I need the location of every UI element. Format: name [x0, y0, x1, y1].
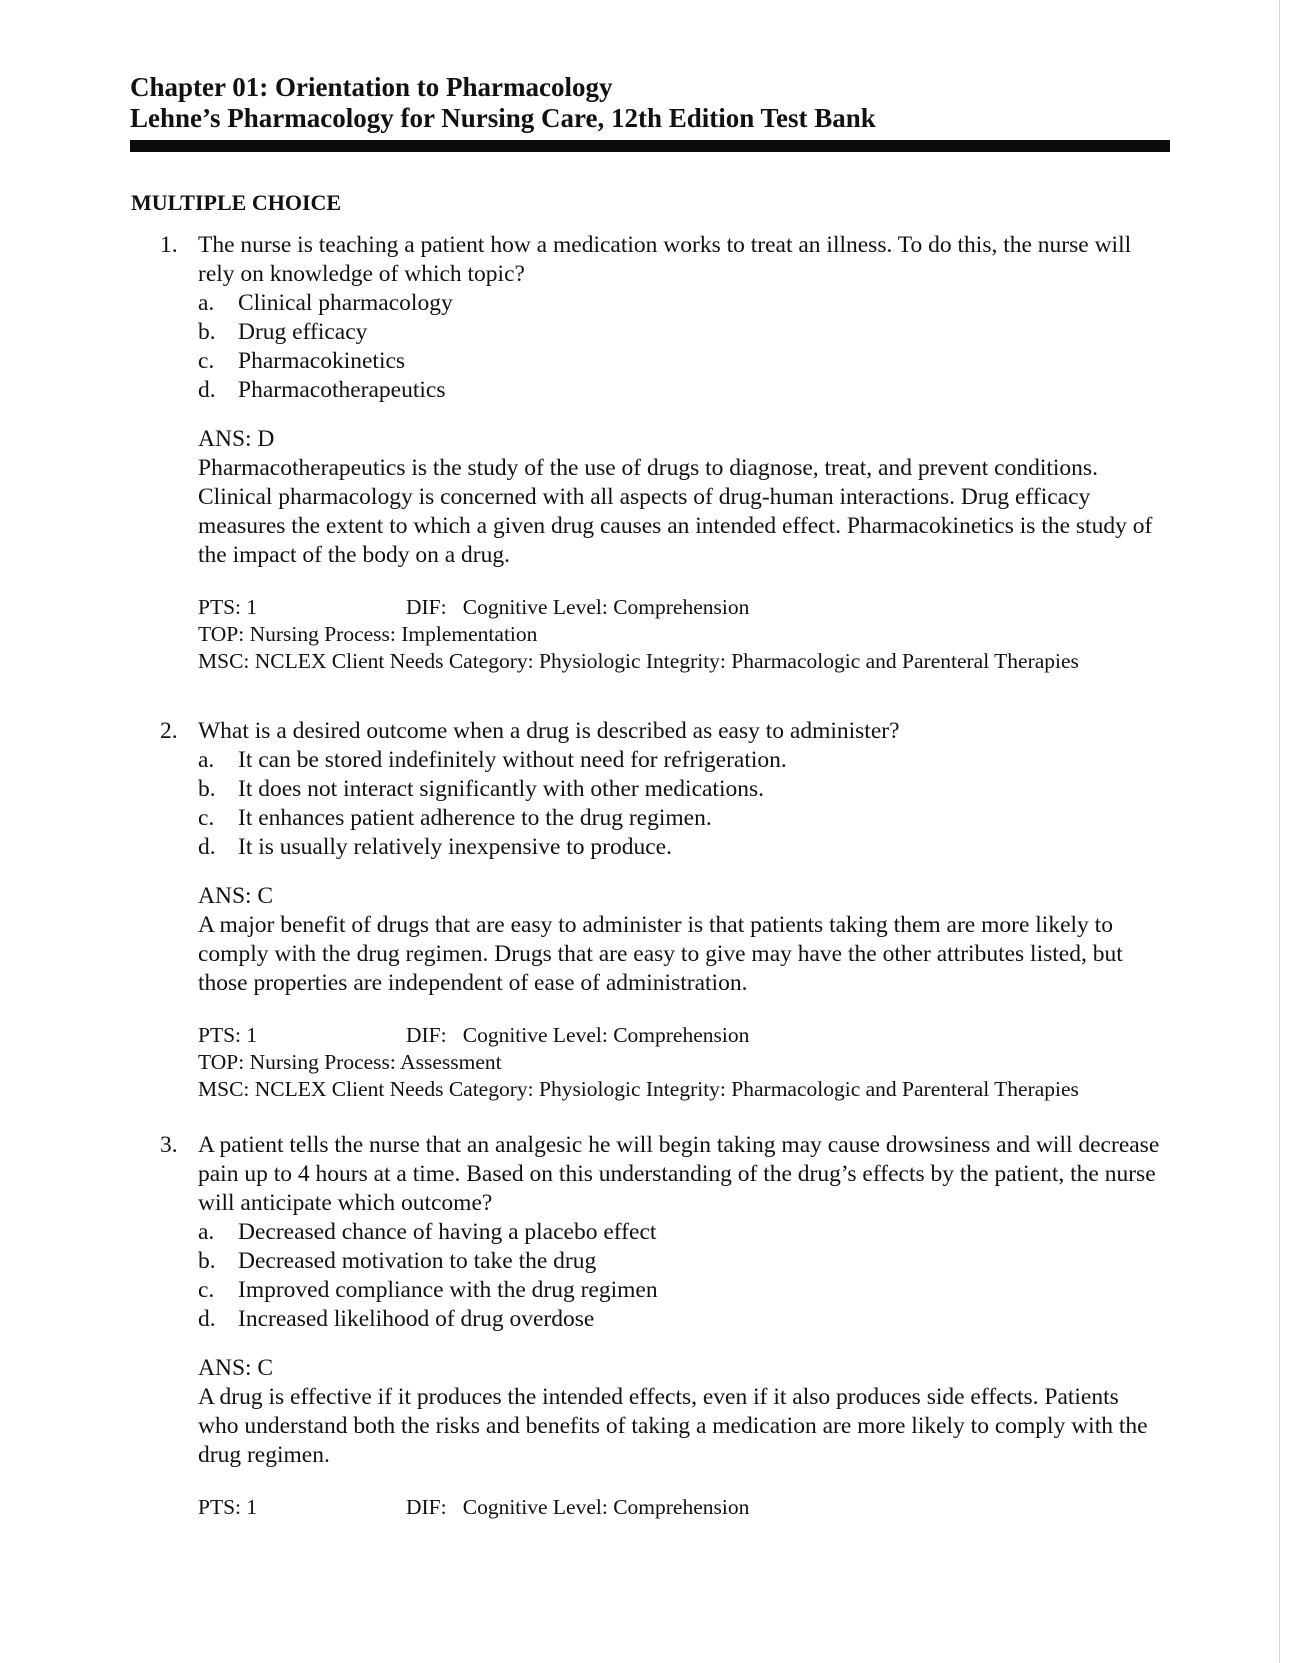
difficulty: DIF: Cognitive Level: Comprehension	[406, 1495, 750, 1519]
question-stem	[160, 231, 1170, 289]
pts-dif-row	[198, 1494, 1170, 1521]
answer-options	[198, 746, 1170, 862]
option-d	[198, 1305, 1170, 1334]
option-b	[198, 318, 1170, 347]
option-letter: c.	[198, 1277, 215, 1303]
option-letter: b.	[198, 319, 216, 345]
question-text: The nurse is teaching a patient how a medication works to treat an illness. To do this, the nurse will rely on knowledge of which topic?	[198, 232, 1132, 287]
answer-options	[198, 1218, 1170, 1334]
option-letter: a.	[198, 290, 215, 316]
difficulty: DIF: Cognitive Level: Comprehension	[406, 1023, 750, 1047]
question-1	[160, 231, 1170, 675]
question-number: 3.	[160, 1132, 178, 1158]
book-title: Lehne’s Pharmacology for Nursing Care, 12th Edition Test Bank	[130, 103, 876, 133]
question-metadata	[198, 594, 1170, 675]
option-letter: c.	[198, 348, 215, 374]
answer-key: ANS: C	[198, 1355, 274, 1381]
option-text: It does not interact significantly with other medications.	[238, 776, 765, 802]
answer-key: ANS: C	[198, 883, 274, 909]
answer-key: ANS: D	[198, 426, 275, 452]
question-metadata	[198, 1494, 1170, 1521]
option-text: Decreased chance of having a placebo effect	[238, 1219, 657, 1245]
question-3	[160, 1131, 1170, 1521]
answer-block	[198, 1354, 1170, 1470]
question-number: 2.	[160, 718, 178, 744]
option-text: Pharmacotherapeutics	[238, 377, 446, 403]
question-metadata	[198, 1022, 1170, 1103]
option-d	[198, 376, 1170, 405]
rationale: Pharmacotherapeutics is the study of the use of drugs to diagnose, treat, and prevent conditions. Clinical pharmacology is concerned with all aspects of drug-human interactions. Drug efficacy measures the extent to which a given drug causes an intended effect. Pharmacokinetics is the study of the impact of the body on a drug.	[198, 455, 1153, 568]
option-text: Improved compliance with the drug regimen	[238, 1277, 658, 1303]
question-text: What is a desired outcome when a drug is described as easy to administer?	[198, 718, 900, 744]
option-letter: a.	[198, 747, 215, 773]
pts-dif-row	[198, 594, 1170, 621]
option-b	[198, 1247, 1170, 1276]
question-number: 1.	[160, 232, 178, 258]
option-text: It can be stored indefinitely without need for refrigeration.	[238, 747, 787, 773]
msc-category: MSC: NCLEX Client Needs Category: Physiologic Integrity: Pharmacologic and Parenteral Therapies	[198, 1077, 1079, 1101]
option-d	[198, 833, 1170, 862]
option-text: Drug efficacy	[238, 319, 368, 345]
topic: TOP: Nursing Process: Implementation	[198, 622, 538, 646]
option-letter: b.	[198, 776, 216, 802]
option-b	[198, 775, 1170, 804]
option-letter: d.	[198, 377, 216, 403]
option-text: Pharmacokinetics	[238, 348, 406, 374]
option-letter: c.	[198, 805, 215, 831]
option-letter: d.	[198, 834, 216, 860]
question-text: A patient tells the nurse that an analgesic he will begin taking may cause drowsiness and will decrease pain up to 4 hours at a time. Based on this understanding of the drug’s effects by the patient, the nurse will anticipate which outcome?	[198, 1132, 1160, 1216]
points: PTS: 1	[198, 1495, 258, 1519]
rationale: A drug is effective if it produces the intended effects, even if it also produces side effects. Patients who understand both the risks and benefits of taking a medication are more likely to comply with the drug regimen.	[198, 1384, 1148, 1468]
section-title: MULTIPLE CHOICE	[131, 190, 342, 215]
pts-dif-row	[198, 1022, 1170, 1049]
difficulty: DIF: Cognitive Level: Comprehension	[406, 595, 750, 619]
document-header	[130, 72, 1170, 152]
option-text: It enhances patient adherence to the drug regimen.	[238, 805, 712, 831]
chapter-title: Chapter 01: Orientation to Pharmacology	[130, 72, 613, 102]
option-a	[198, 289, 1170, 318]
question-stem	[160, 717, 1170, 746]
question-2	[160, 717, 1170, 1103]
answer-block	[198, 882, 1170, 998]
option-text: Increased likelihood of drug overdose	[238, 1306, 595, 1332]
points: PTS: 1	[198, 595, 258, 619]
option-letter: b.	[198, 1248, 216, 1274]
option-text: Clinical pharmacology	[238, 290, 453, 316]
option-c	[198, 347, 1170, 376]
option-text: Decreased motivation to take the drug	[238, 1248, 597, 1274]
option-c	[198, 804, 1170, 833]
option-c	[198, 1276, 1170, 1305]
option-text: It is usually relatively inexpensive to produce.	[238, 834, 672, 860]
header-rule	[130, 140, 1170, 152]
answer-options	[198, 289, 1170, 405]
topic: TOP: Nursing Process: Assessment	[198, 1050, 502, 1074]
option-a	[198, 1218, 1170, 1247]
points: PTS: 1	[198, 1023, 258, 1047]
msc-category: MSC: NCLEX Client Needs Category: Physiologic Integrity: Pharmacologic and Parenteral Therapies	[198, 649, 1079, 673]
option-a	[198, 746, 1170, 775]
question-stem	[160, 1131, 1170, 1218]
answer-block	[198, 425, 1170, 570]
rationale: A major benefit of drugs that are easy to administer is that patients taking them are more likely to comply with the drug regimen. Drugs that are easy to give may have the other attributes listed, but those properties are independent of ease of administration.	[198, 912, 1123, 996]
option-letter: a.	[198, 1219, 215, 1245]
option-letter: d.	[198, 1306, 216, 1332]
